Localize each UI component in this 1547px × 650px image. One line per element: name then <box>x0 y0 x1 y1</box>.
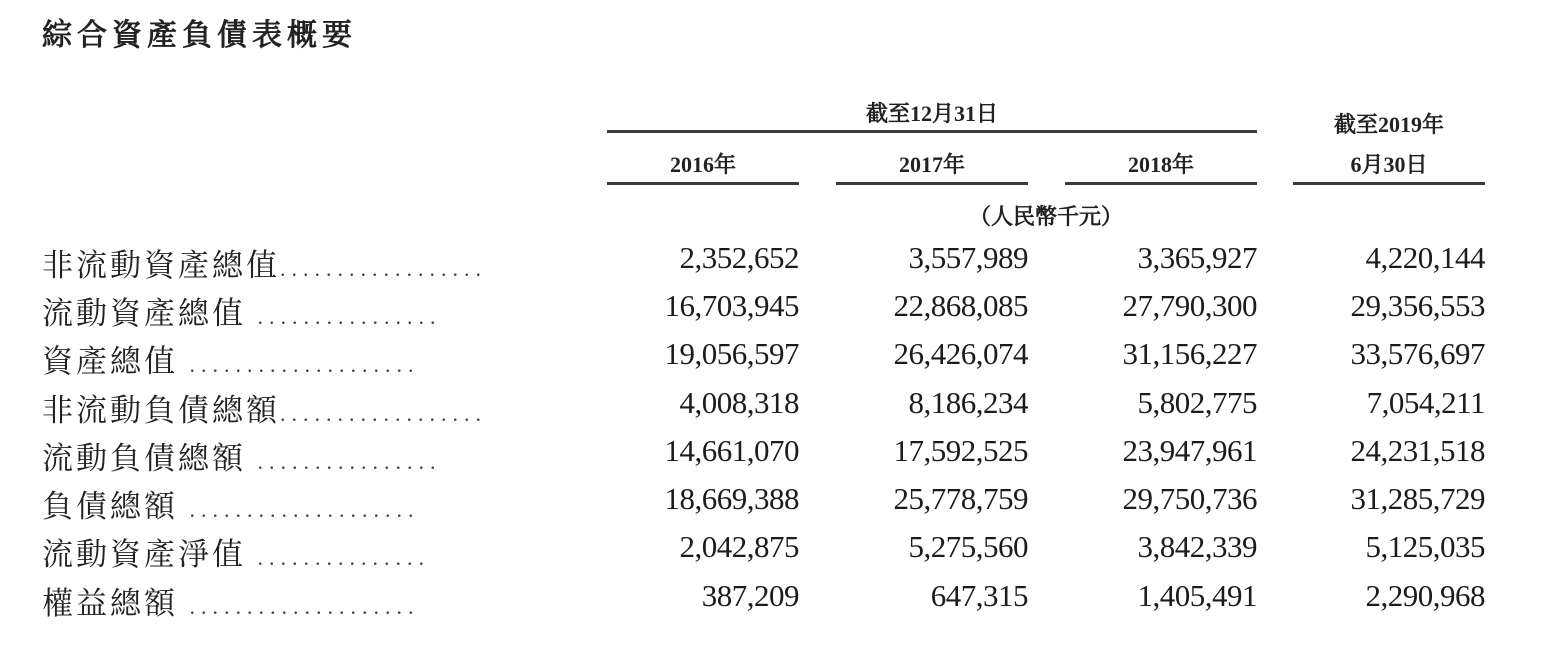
col-rule-2016 <box>607 182 799 185</box>
cell-value: 27,790,300 <box>1122 288 1257 323</box>
cell-value: 3,365,927 <box>1137 240 1257 275</box>
unit-label: （人民幣千元） <box>968 204 1123 229</box>
cell-value: 3,557,989 <box>908 240 1028 275</box>
cell-value: 2,290,968 <box>1365 578 1485 613</box>
row-label: 流動資產淨值 ............... <box>42 537 430 572</box>
row-label: 資產總值 .................... <box>42 344 420 379</box>
col-header-2017: 2017年 <box>898 152 965 177</box>
col-header-2016: 2016年 <box>669 152 736 177</box>
cell-value: 5,125,035 <box>1365 529 1485 564</box>
cell-value: 387,209 <box>701 578 799 613</box>
row-label: 權益總額 .................... <box>42 586 420 621</box>
col-rule-2018 <box>1065 182 1257 185</box>
group-header-year-end: 截至12月31日 <box>865 101 998 126</box>
cell-value: 5,802,775 <box>1137 385 1257 420</box>
cell-value: 7,054,211 <box>1366 385 1485 420</box>
cell-value: 2,352,652 <box>679 240 799 275</box>
cell-value: 5,275,560 <box>908 529 1028 564</box>
col-header-2018: 2018年 <box>1127 152 1194 177</box>
cell-value: 2,042,875 <box>679 529 799 564</box>
cell-value: 29,356,553 <box>1350 288 1485 323</box>
cell-value: 31,156,227 <box>1122 336 1257 371</box>
cell-value: 26,426,074 <box>893 336 1028 371</box>
cell-value: 33,576,697 <box>1350 336 1485 371</box>
cell-value: 29,750,736 <box>1122 481 1257 516</box>
cell-value: 18,669,388 <box>664 481 799 516</box>
cell-value: 16,703,945 <box>664 288 799 323</box>
cell-value: 14,661,070 <box>664 433 799 468</box>
last-col-header-line1: 截至2019年 <box>1333 112 1444 137</box>
row-label: 非流動負債總額.................. <box>42 393 487 428</box>
cell-value: 31,285,729 <box>1350 481 1485 516</box>
page-title: 綜合資產負債表概要 <box>42 19 357 52</box>
cell-value: 19,056,597 <box>664 336 799 371</box>
row-label: 流動負債總額 ................ <box>42 441 442 476</box>
col-rule-2019h1 <box>1293 182 1485 185</box>
cell-value: 1,405,491 <box>1137 578 1257 613</box>
col-rule-2017 <box>836 182 1028 185</box>
cell-value: 25,778,759 <box>893 481 1028 516</box>
cell-value: 4,220,144 <box>1365 240 1485 275</box>
cell-value: 3,842,339 <box>1137 529 1257 564</box>
cell-value: 8,186,234 <box>908 385 1028 420</box>
row-label: 負債總額 .................... <box>42 489 420 524</box>
row-label: 非流動資產總值.................. <box>42 248 487 283</box>
cell-value: 17,592,525 <box>893 433 1028 468</box>
cell-value: 23,947,961 <box>1122 433 1257 468</box>
cell-value: 22,868,085 <box>893 288 1028 323</box>
group-header-rule <box>607 130 1257 133</box>
cell-value: 24,231,518 <box>1350 433 1485 468</box>
last-col-header-line2: 6月30日 <box>1350 152 1428 177</box>
cell-value: 647,315 <box>930 578 1028 613</box>
cell-value: 4,008,318 <box>679 385 799 420</box>
row-label: 流動資產總值 ................ <box>42 296 442 331</box>
